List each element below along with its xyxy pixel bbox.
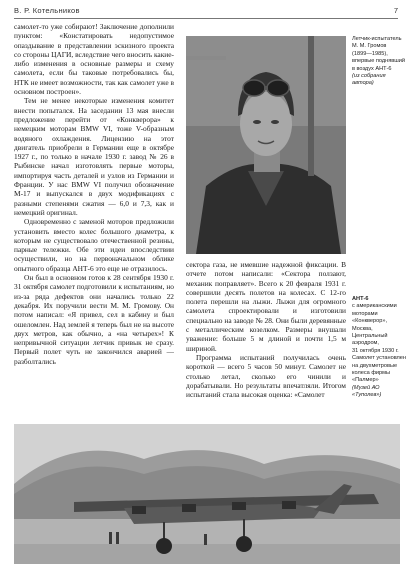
caption-line: Центральный аэродром,	[352, 333, 388, 347]
paragraph: сектора газа, не имевшие надежной фиксации. В отчете потом написали: «Сектора ползают, механик поправляет». Всего к 20 февраля 1931 г. совершили десять полетов на колесах. С 12-го полета перешли на лыжи. Лыжи для огромного самолета спроектировали и изготовили специально на заводе № 28. Они были деревянные с металлическим козелком. Размеры внушали уважение: больше 5 м длиной и почти 1,5 м шириной.	[186, 260, 346, 353]
caption-line: М. М. Громов	[352, 43, 387, 50]
caption-line: Летчик-испытатель	[352, 36, 402, 42]
caption-credit: (из собрания автора)	[352, 73, 386, 87]
page-header	[14, 6, 398, 18]
caption-line: Самолет установлен на двухметровые колеса фирмы «Палмер»	[352, 355, 407, 384]
pilot-portrait-image	[186, 36, 346, 254]
aircraft-photo	[14, 424, 400, 564]
pilot-portrait-photo	[186, 36, 346, 254]
caption-line: с американскими моторами «Конкверор»,	[352, 303, 397, 325]
paragraph: Программа испытаний получилась очень короткой — всего 5 часов 50 минут. Самолет не столько летал, сколько его чинили и дорабатывали. Но результаты впечатляли. Итогом испытаний стала высокая оценка: «Самолет	[186, 352, 346, 400]
paragraph: самолет-то уже собирают! Заключение дополнили пунктом: «Констатировать недопустимое опаздывание в представлении эскизного проекта со стороны ЦАГИ, вследствие чего вносить какие-либо изменения в основные размеры и схему самолета, если бы таковые потребовались бы, НТК не имеет возможности, так как самолет уже в основном построен».	[14, 22, 174, 97]
caption-title: АНТ-6	[352, 296, 369, 302]
portrait-caption	[352, 36, 406, 88]
caption-line: впервые поднявший	[352, 58, 405, 65]
running-author: В. Р. Котельников	[14, 6, 80, 15]
caption-line: Москва,	[352, 325, 373, 332]
header-rule	[14, 18, 398, 19]
paragraph: Одновременно с заменой моторов предложили установить вместо колес большого диаметра, к которым не существовало отечественной резины, парные тележки. Обе эти идеи впоследствии осуществили, но на первоначальном облике опытного образца АНТ-6 это еще не отразилось.	[14, 217, 174, 273]
plane-caption	[352, 296, 406, 400]
caption-line: (1899—1985),	[352, 50, 388, 57]
ant6-aircraft-image	[14, 424, 400, 564]
text-column-left	[14, 22, 174, 422]
text-column-middle	[186, 260, 346, 420]
page-number: 7	[393, 6, 398, 15]
caption-line: 31 октября 1930 г.	[352, 347, 399, 354]
paragraph: Тем не менее некоторые изменения комитет внести попытался. На заседании 13 мая внесли предложение перейти от «Конкверора» к немецким моторам BMW VI, тоже V-образным водяного охлаждения. Лицензию на этот двигатель приобрели в Германии еще в октябре 1927 г., по только в начале 1930 г. завод № 26 в Рыбинске начал изготовлять первые моторы, импортируя часть деталей и узлов из Германии и Франции. У нас BMW VI получил обозначение М-17 и выпускался в двух модификациях с разными степенями сжатия — 6,0 и 7,3, как и немецкий оригинал.	[14, 96, 174, 217]
caption-credit: (Музей АО «Туполев»)	[352, 384, 382, 399]
paragraph: Он был в основном готов к 28 сентября 1930 г. 31 октября самолет подготовили к испытаниям, но из-за ряда дефектов они начались только 22 декабря. Их поручили вести М. М. Громову. Он потом написал: «Я привел, сел в кабину и был ошеломлен. Над землей я теперь был не на высоте двух метров, как обычно, а «на четырех»! К непривычной ситуации летчик привык не сразу. Первый полет чуть не закончился аварией — разболтались	[14, 273, 174, 366]
caption-line: в воздух АНТ-6	[352, 65, 392, 72]
